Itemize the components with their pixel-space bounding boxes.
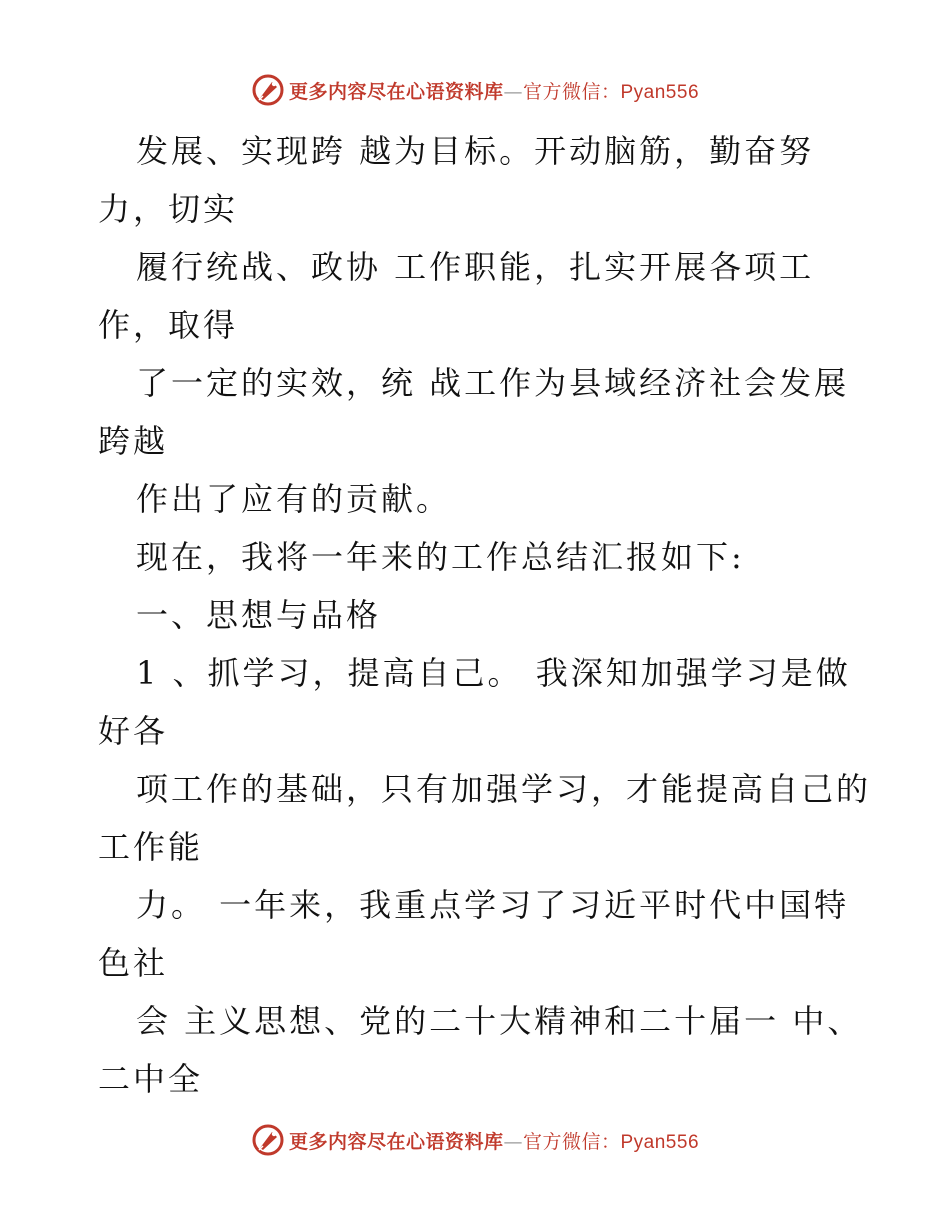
header-banner — [0, 70, 950, 110]
footer-banner-label: 官方微信： — [522, 1130, 621, 1153]
text-line: 履行统战、政协 工作职能，扎实开展各项工 — [136, 248, 815, 286]
text-line: 项工作的基础，只有加强学习，才能提高自己的 — [136, 770, 872, 808]
pen-logo-icon — [251, 1123, 285, 1157]
header-banner-main-text: 更多内容尽在心语资料库 — [288, 80, 504, 103]
text-line: 力。 一年来，我重点学习了习近平时代中国特 — [136, 886, 850, 924]
footer-banner-content — [251, 1123, 699, 1157]
text-line: 作出了应有的贡献。 — [136, 480, 452, 518]
text-line: 工作能 — [98, 828, 204, 866]
text-line: 好各 — [98, 712, 169, 750]
text-line: 发展、实现跨 越为目标。开动脑筋，勤奋努 — [136, 132, 815, 170]
text-line: 1 、抓学习，提高自己。 我深知加强学习是做 — [136, 654, 851, 692]
footer-banner-wechat-id: Pyan556 — [620, 1131, 700, 1153]
text-line: 现在，我将一年来的工作总结汇报如下: — [136, 538, 745, 576]
document-body — [98, 122, 888, 1108]
header-banner-label: 官方微信： — [522, 80, 621, 103]
text-line: 会 主义思想、党的二十大精神和二十届一 中、 — [136, 1002, 863, 1040]
header-banner-text — [289, 77, 699, 104]
text-line: 力，切实 — [98, 190, 239, 228]
text-line: 色社 — [98, 944, 169, 982]
footer-banner-separator: — — [503, 1130, 523, 1153]
text-line: 作，取得 — [98, 306, 239, 344]
header-banner-wechat-id: Pyan556 — [620, 81, 700, 103]
header-banner-separator: — — [503, 80, 523, 103]
text-line: 了一定的实效，统 战工作为县域经济社会发展 — [136, 364, 850, 402]
text-line: 跨越 — [98, 422, 169, 460]
text-line: 二中全 — [98, 1060, 204, 1098]
footer-banner-main-text: 更多内容尽在心语资料库 — [288, 1130, 504, 1153]
section-heading: 一、思想与品格 — [136, 596, 382, 634]
footer-banner-text — [289, 1127, 699, 1154]
header-banner-content — [251, 73, 699, 107]
footer-banner — [0, 1120, 950, 1160]
pen-logo-icon — [251, 73, 285, 107]
